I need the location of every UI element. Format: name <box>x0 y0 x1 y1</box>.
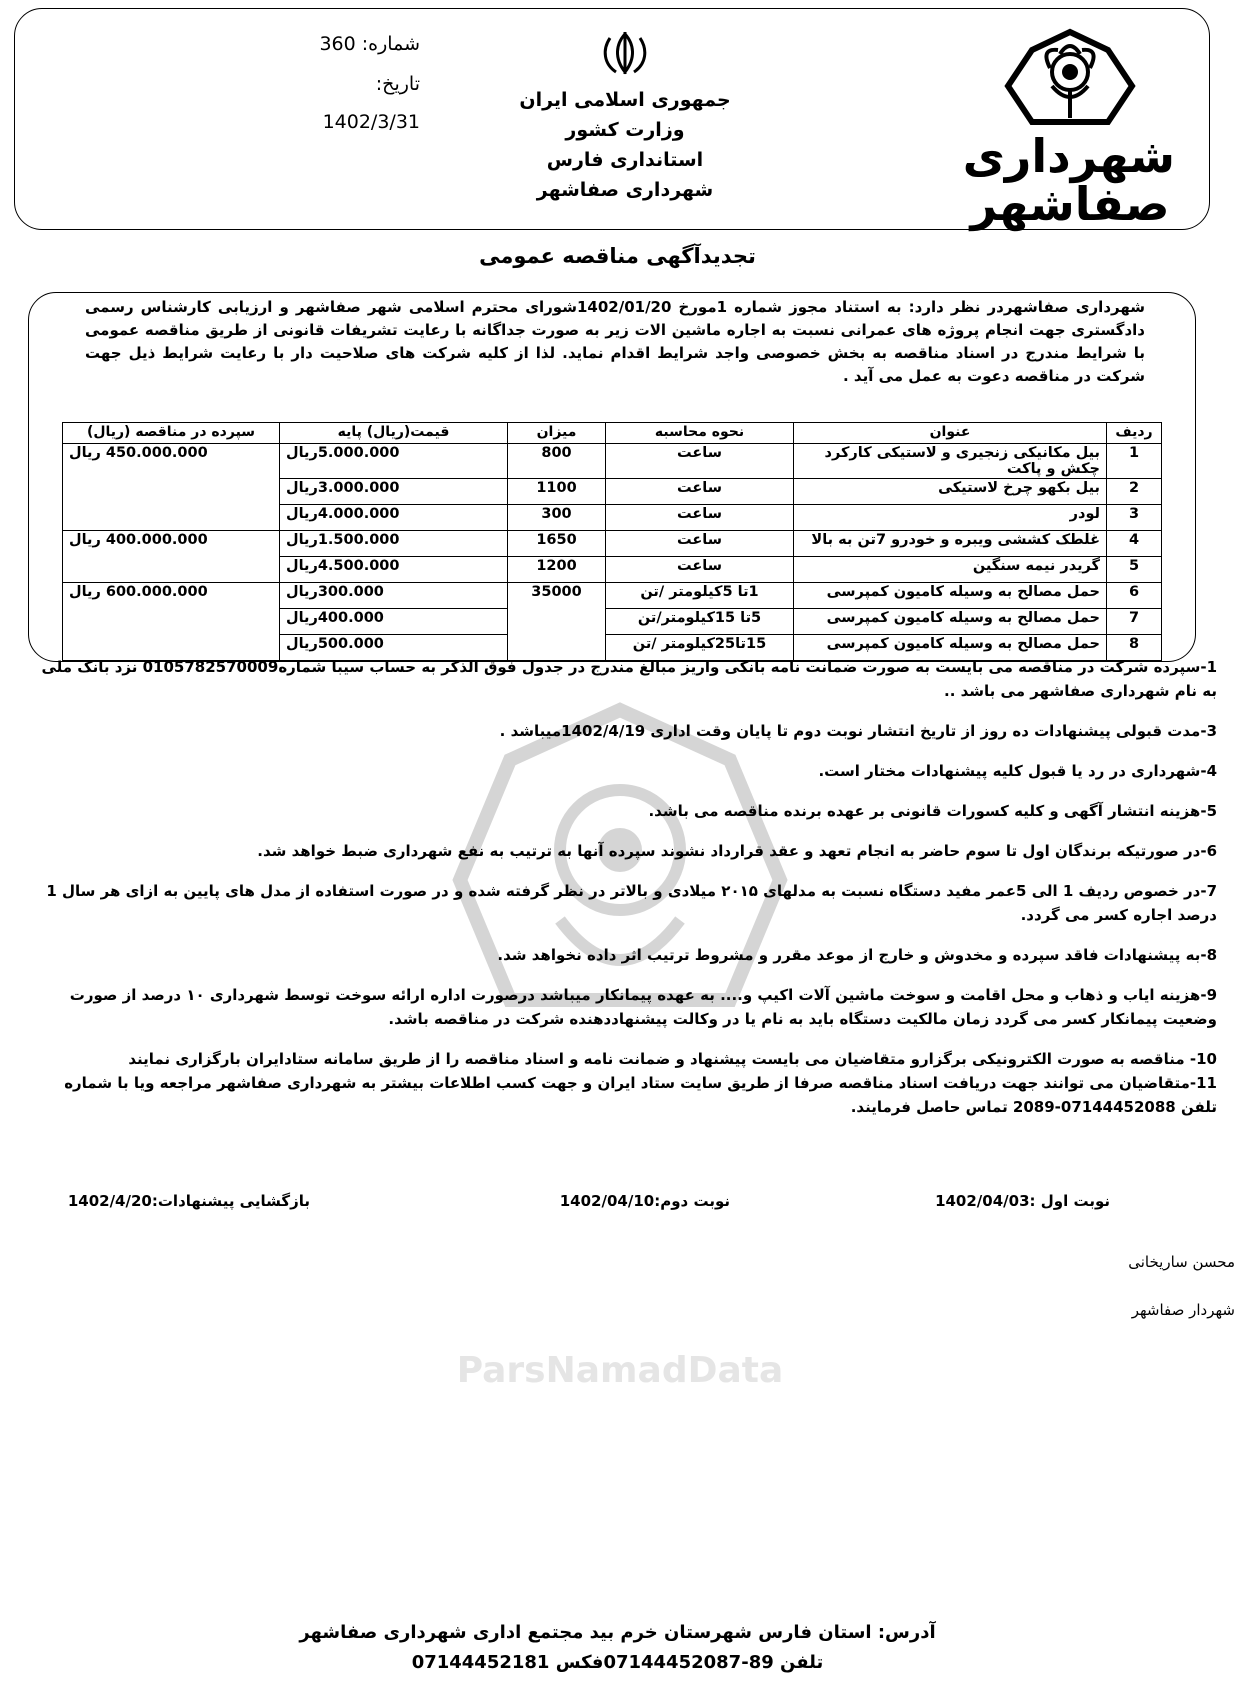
cell-num: 4 <box>1107 531 1162 557</box>
cell-title: بیل بکهو چرخ لاستیکی <box>794 479 1107 505</box>
col-header-method: نحوه محاسبه <box>606 423 794 444</box>
col-header-title: عنوان <box>794 423 1107 444</box>
cell-num: 2 <box>1107 479 1162 505</box>
gov-line-2: وزارت کشور <box>565 119 685 141</box>
table-row <box>63 531 1162 557</box>
cell-title: بیل مکانیکی زنجیری و لاستیکی کارکرد چکش و پاکت <box>794 444 1107 479</box>
first-publication: نوبت اول :1402/04/03 <box>935 1192 1110 1210</box>
cell-method: ساعت <box>606 557 794 583</box>
footer-address <box>0 1618 1235 1678</box>
cell-qty: 1200 <box>508 557 606 583</box>
flower-logo-icon <box>1000 28 1140 128</box>
col-header-price: قیمت(ریال) پایه <box>280 423 508 444</box>
condition-item: 6-در صورتیکه برندگان اول تا سوم حاضر به انجام تعهد و عقد قرارداد نشوند سپرده آنها به ترتیب به نفع شهرداری ضبط خواهد شد. <box>257 842 1217 860</box>
cell-method: 5تا 15کیلومتر/تن <box>606 609 794 635</box>
col-header-qty: میزان <box>508 423 606 444</box>
cell-price: 4.000.000ریال <box>280 505 508 531</box>
conditions-list <box>27 655 1217 1119</box>
cell-qty: 800 <box>508 444 606 479</box>
watermark-text: ParsNamadData <box>456 1350 784 1391</box>
logo-text-line2: صفاشهر <box>970 177 1170 231</box>
number-row <box>260 28 420 60</box>
table-row <box>63 583 1162 609</box>
condition-item: 9-هزینه ایاب و ذهاب و محل اقامت و سوخت ماشین آلات اکیپ و.... به عهده پیمانکار میباشد درصورت اداره ارائه سوخت توسط شهرداری ۱۰ درصد از صورت وضعیت پیمانکار کسر می گردد زمان مالکیت دستگاه باید به نام یا در وکالت پیشنهاددهنده شرکت در مناقصه باشد. <box>69 986 1217 1028</box>
condition-item: 10- مناقصه به صورت الکترونیکی برگزارو متقاضیان می بایست پیشنهاد و ضمانت نامه و اسناد مناقصه را از طریق سامانه ستادایران بارگزاری نمایند <box>128 1050 1217 1068</box>
condition-item: 5-هزینه انتشار آگهی و کلیه کسورات قانونی بر عهده برنده مناقصه می باشد. <box>648 802 1217 820</box>
number-value: 360 <box>319 33 356 55</box>
phone-line: تلفن 89-07144452087فکس 07144452181 <box>411 1652 824 1673</box>
cell-num: 1 <box>1107 444 1162 479</box>
opening-date: بازگشایی پیشنهادات:1402/4/20 <box>67 1192 310 1210</box>
cell-num: 6 <box>1107 583 1162 609</box>
cell-method: ساعت <box>606 479 794 505</box>
cell-price: 4.500.000ریال <box>280 557 508 583</box>
address-line: آدرس: استان فارس شهرستان خرم بید مجتمع اداری شهرداری صفاشهر <box>299 1622 936 1643</box>
cell-price: 1.500.000ریال <box>280 531 508 557</box>
signer-role: شهردار صفاشهر <box>1131 1301 1235 1319</box>
municipality-logo <box>962 28 1175 231</box>
cell-price: 300.000ریال <box>280 583 508 609</box>
gov-line-4: شهرداری صفاشهر <box>536 179 714 201</box>
table-header-row <box>63 423 1162 444</box>
cell-method: ساعت <box>606 444 794 479</box>
cell-title: غلطک کششی ویبره و خودرو 7تن به بالا <box>794 531 1107 557</box>
signer-name: محسن ساریخانی <box>1128 1253 1235 1271</box>
cell-num: 3 <box>1107 505 1162 531</box>
government-heading <box>500 30 750 205</box>
gov-line-1: جمهوری اسلامی ایران <box>519 89 731 111</box>
cell-method: ساعت <box>606 531 794 557</box>
cell-title: لودر <box>794 505 1107 531</box>
cell-price: 3.000.000ریال <box>280 479 508 505</box>
number-label: شماره: <box>361 33 420 55</box>
signature-block <box>125 1238 1235 1334</box>
col-header-deposit: سپرده در مناقصه (ریال) <box>63 423 280 444</box>
cell-num: 8 <box>1107 635 1162 661</box>
cell-price: 400.000ریال <box>280 609 508 635</box>
cell-num: 5 <box>1107 557 1162 583</box>
condition-item: 11-متقاضیان می توانند جهت دریافت اسناد مناقصه صرفا از طریق سایت ستاد ایران و جهت کسب اطلاعات بیشتر به شهرداری صفاشهر مراجعه ویا با شماره تلفن 07144452088-2089 تماس حاصل فرمایند. <box>64 1074 1217 1116</box>
cell-qty: 1100 <box>508 479 606 505</box>
cell-deposit: 400.000.000 ریال <box>63 531 280 583</box>
cell-method: ساعت <box>606 505 794 531</box>
table-row <box>63 444 1162 479</box>
cell-title: حمل مصالح به وسیله کامیون کمپرسی <box>794 609 1107 635</box>
cell-qty: 35000 <box>508 583 606 661</box>
page-title: تجدیدآگهی مناقصه عمومی <box>479 244 756 268</box>
date-label: تاریخ: <box>375 73 420 95</box>
cell-qty: 300 <box>508 505 606 531</box>
letter-meta <box>260 28 420 138</box>
tender-table <box>62 422 1162 661</box>
cell-deposit: 450.000.000 ریال <box>63 444 280 531</box>
cell-deposit: 600.000.000 ریال <box>63 583 280 661</box>
cell-method: 1تا 5کیلومتر /تن <box>606 583 794 609</box>
col-header-num: ردیف <box>1107 423 1162 444</box>
cell-title: حمل مصالح به وسیله کامیون کمپرسی <box>794 635 1107 661</box>
condition-item: 8-به پیشنهادات فاقد سپرده و مخدوش و خارج از موعد مقرر و مشروط ترتیب اثر داده نخواهد شد. <box>497 946 1217 964</box>
condition-item: 7-در خصوص ردیف 1 الی 5عمر مفید دستگاه نسبت به مدلهای ۲۰۱۵ میلادی و بالاتر در نظر گرفته شده و در صورت استفاده از مدل های پایین به ازای هر سال 1 درصد اجاره کسر می گردد. <box>46 882 1217 924</box>
iran-emblem-icon <box>600 30 650 76</box>
date-value: 1402/3/31 <box>322 111 420 133</box>
gov-line-3: استانداری فارس <box>546 149 704 171</box>
cell-price: 500.000ریال <box>280 635 508 661</box>
condition-item: 4-شهرداری در رد یا قبول کلیه پیشنهادات مختار است. <box>818 762 1217 780</box>
cell-price: 5.000.000ریال <box>280 444 508 479</box>
second-publication: نوبت دوم:1402/04/10 <box>559 1192 730 1210</box>
condition-item: 1-سپرده شرکت در مناقصه می بایست به صورت ضمانت نامه بانکی واریز مبالغ مندرج در جدول فوق الذکر به حساب سیبا شماره0105782570009 نزد بانک ملی به نام شهرداری صفاشهر می باشد .. <box>41 658 1217 700</box>
cell-title: گریدر نیمه سنگین <box>794 557 1107 583</box>
cell-method: 15تا25کیلومتر /تن <box>606 635 794 661</box>
cell-title: حمل مصالح به وسیله کامیون کمپرسی <box>794 583 1107 609</box>
cell-qty: 1650 <box>508 531 606 557</box>
cell-num: 7 <box>1107 609 1162 635</box>
condition-item: 3-مدت قبولی پیشنهادات ده روز از تاریخ انتشار نوبت دوم تا پایان وقت اداری 1402/4/19میباشد . <box>499 722 1217 740</box>
intro-paragraph: شهرداری صفاشهردر نظر دارد: به استناد مجوز شماره 1مورخ 1402/01/20شورای محترم اسلامی شهر صفاشهر و ارزیابی کارشناس رسمی دادگستری جهت انجام پروژه های عمرانی نسبت به اجاره ماشین الات زیر به صورت جداگانه با رعایت تشریفات قانونی از طریق مناقصه عمومی با شرایط مندرج در اسناد مناقصه به بخش خصوصی واجد شرایط اقدام نماید. لذا از کلیه شرکت های صلاحیت دار با رعایت شرایط ذیل جهت شرکت در مناقصه دعوت به عمل می آید . <box>85 298 1145 385</box>
logo-text-line1: شهرداری <box>962 129 1175 183</box>
